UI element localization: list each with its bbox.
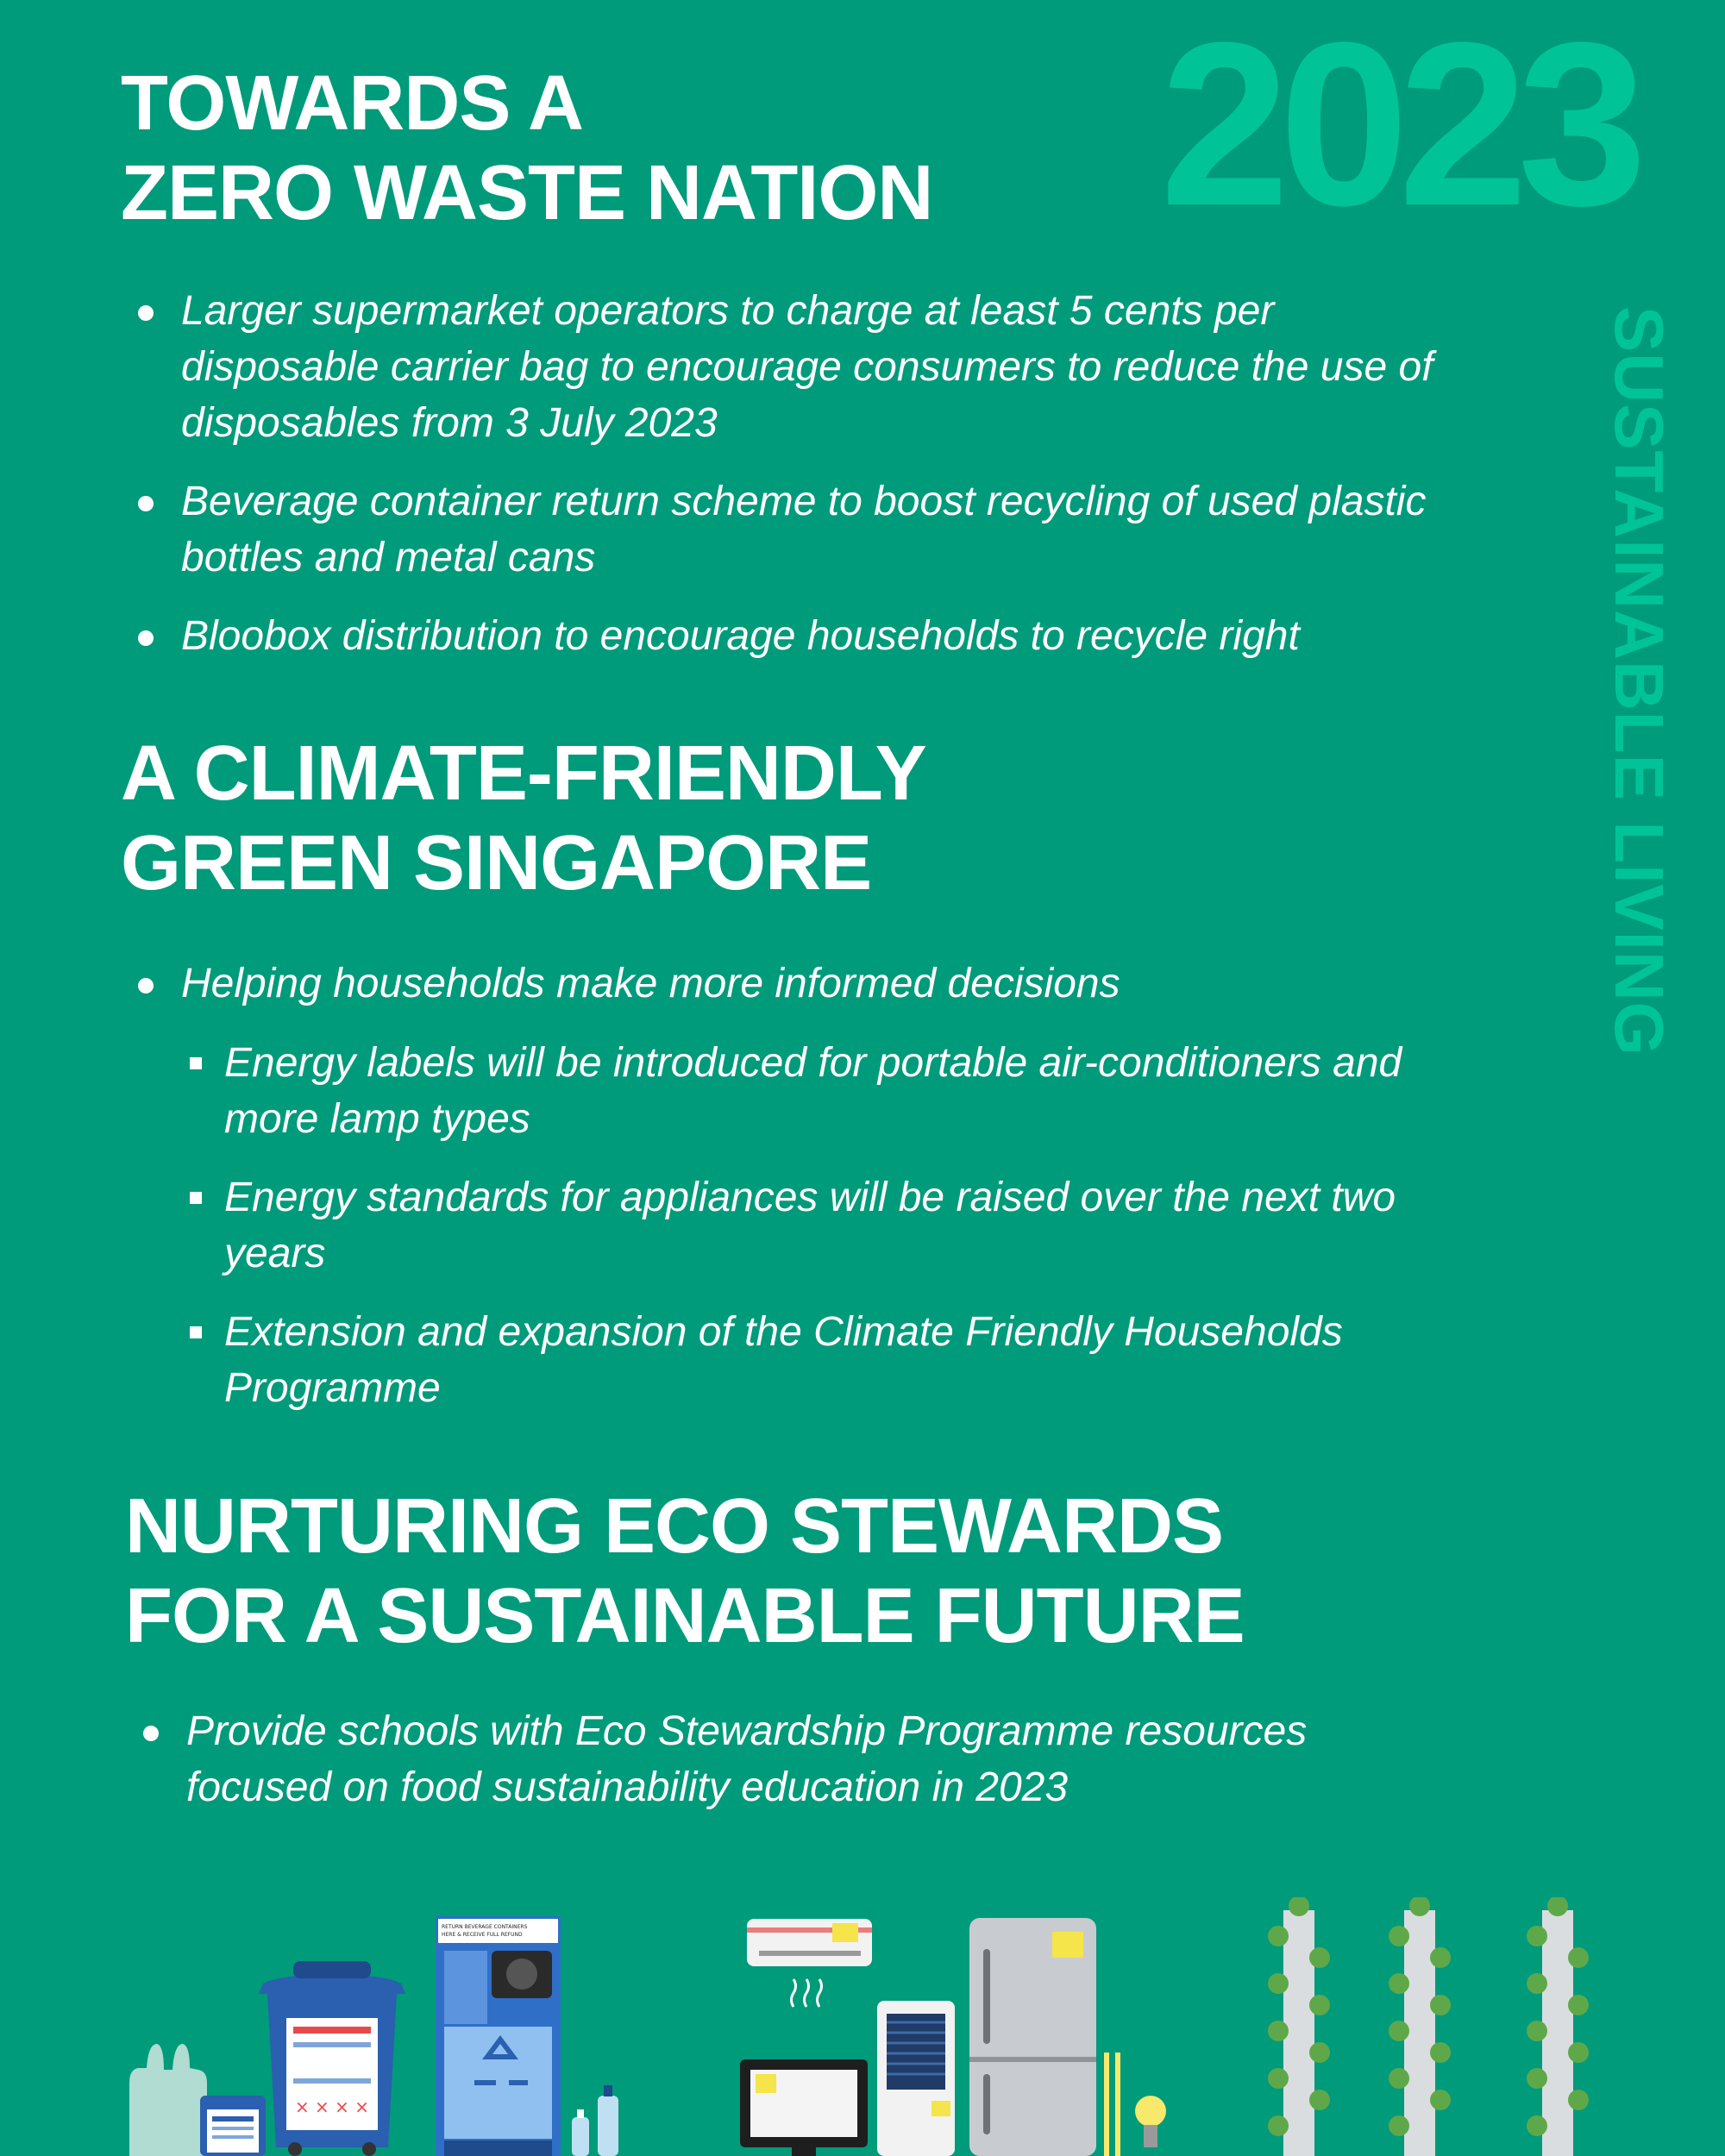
- sub-bullet-item: Energy labels will be introduced for portable air-conditioners and more lamp types: [190, 1035, 1432, 1147]
- plastic-bag-icon: [129, 2044, 207, 2156]
- air-cooler-icon: [877, 2001, 955, 2156]
- sub-bullet-item: Extension and expansion of the Climate Friendly Households Programme: [190, 1304, 1432, 1416]
- climate-sub-bullets: [190, 1035, 1432, 1438]
- illustration-strip: [0, 1897, 1725, 2156]
- section-title-eco-stewards: [125, 1482, 1245, 1661]
- climate-bullets: [138, 956, 1449, 1034]
- vertical-farm-tower-icon: [1268, 1897, 1589, 2156]
- title-line: TOWARDS A: [121, 60, 584, 147]
- bullet-item: Helping households make more informed decisions: [138, 956, 1449, 1012]
- side-label: SUSTAINABLE LIVING: [1601, 306, 1678, 1056]
- bullet-item: Bloobox distribution to encourage households to recycle right: [138, 608, 1449, 664]
- year-title: 2023: [1160, 0, 1637, 254]
- recycling-bin-icon: [259, 1961, 405, 2156]
- zero-waste-bullets: [138, 283, 1449, 686]
- bottles-icon: [572, 2085, 618, 2156]
- title-line: NURTURING ECO STEWARDS: [125, 1483, 1224, 1570]
- bullet-item: Larger supermarket operators to charge at least 5 cents per disposable carrier bag to encourage consumers to reduce the use of disposables from 3 July 2023: [138, 283, 1449, 451]
- refrigerator-icon: [969, 1918, 1096, 2156]
- section-title-climate-friendly: [121, 729, 926, 908]
- title-line: FOR A SUSTAINABLE FUTURE: [125, 1573, 1245, 1659]
- svg-text:HERE & RECEIVE FULL REFUND: HERE & RECEIVE FULL REFUND: [442, 1932, 523, 1938]
- svg-text:RETURN BEVERAGE CONTAINERS: RETURN BEVERAGE CONTAINERS: [442, 1924, 528, 1930]
- sub-bullet-item: Energy standards for appliances will be raised over the next two years: [190, 1169, 1432, 1282]
- light-bulb-icon: [1135, 2096, 1166, 2147]
- bullet-item: Beverage container return scheme to boost recycling of used plastic bottles and metal cans: [138, 473, 1449, 586]
- fluorescent-tubes-icon: [1104, 2053, 1120, 2156]
- bullet-item: Provide schools with Eco Stewardship Programme resources focused on food sustainability education in 2023: [143, 1703, 1454, 1815]
- bloobox-icon: [200, 2096, 266, 2156]
- air-conditioner-icon: [747, 1919, 872, 2007]
- svg-text:× × × ×: × × × ×: [294, 2096, 370, 2117]
- eco-stewards-bullets: [143, 1703, 1454, 1838]
- monitor-icon: [740, 2059, 868, 2156]
- side-label-container: [1596, 306, 1682, 1281]
- reverse-vending-machine-icon: [436, 1916, 561, 2156]
- title-line: GREEN SINGAPORE: [121, 820, 872, 906]
- title-line: ZERO WASTE NATION: [121, 150, 933, 236]
- title-line: A CLIMATE-FRIENDLY: [121, 730, 926, 817]
- section-title-zero-waste: [121, 59, 932, 238]
